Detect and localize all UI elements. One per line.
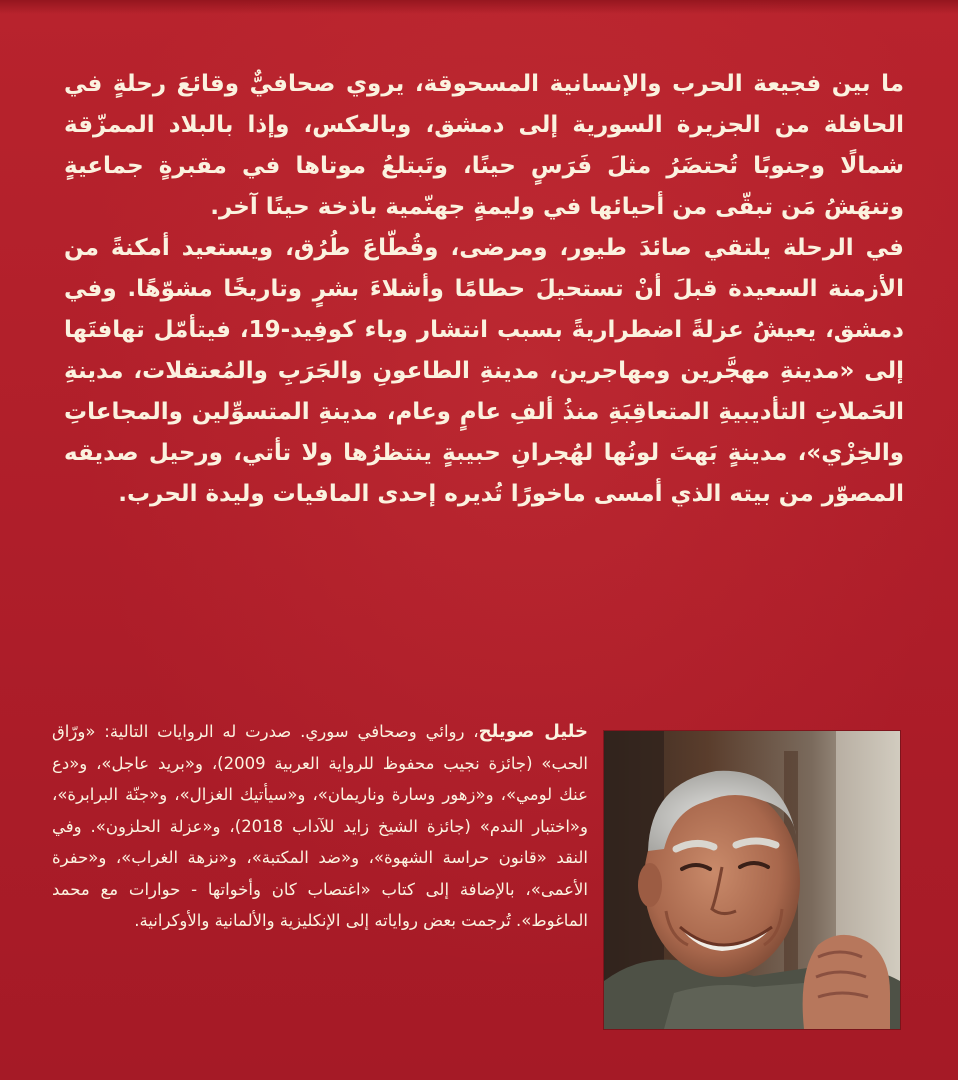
cover-top-shadow: [0, 0, 958, 14]
author-photo: [604, 731, 900, 1029]
synopsis-paragraph-2: في الرحلة يلتقي صائدَ طيور، ومرضى، وقُطّاعَ طُرُق، ويستعيد أمكنةً من الأزمنة السعيدة قبلَ أنْ تستحيلَ حطامًا وأشلاءَ بشرٍ وتاريخًا مشوّهًا. وفي دمشق، يعيشُ عزلةً اضطراريةً بسبب انتشار وباء كوفِيد-19، فيتأمّل تهافتَها إلى «مدينةِ مهجَّرين ومهاجرين، مدينةِ الطاعونِ والجَرَبِ والمُعتقلات، مدينةِ الحَملاتِ التأديبيةِ المتعاقِبَةِ منذُ ألفِ عامٍ وعام، مدينةِ المتسوِّلين والمجاعاتِ والخِزْي»، مدينةٍ بَهتَ لونُها لهُجرانِ حبيبةٍ ينتظرُها ولا تأتي، ورحيل صديقه المصوّر من بيته الذي أمسى ماخورًا تُديره إحدى المافيات وليدة الحرب.: [64, 235, 904, 507]
author-name: خليل صويلح: [478, 721, 588, 742]
author-bio: [52, 716, 588, 937]
synopsis-paragraph-1: ما بين فجيعة الحرب والإنسانية المسحوقة، يروي صحافيٌّ وقائعَ رحلةٍ في الحافلة من الجزيرة السورية إلى دمشق، وبالعكس، وإذا بالبلاد الممزّقة شمالًا وجنوبًا تُحتضَرُ مثلَ فَرَسٍ حينًا، وتَبتلعُ موتاها في مقبرةٍ جماعيةٍ وتنهَشُ مَن تبقّى من أحيائها في وليمةٍ جهنّمية باذخة حينًا آخر.: [64, 71, 904, 220]
author-bio-text: ، روائي وصحافي سوري. صدرت له الروايات التالية: «ورّاق الحب» (جائزة نجيب محفوظ للرواية العربية 2009)، و«بريد عاجل»، و«دع عنك لومي»، و«زهور وسارة وناريمان»، و«سيأتيك الغزال»، و«جنّة البرابرة»، و«اختبار الندم» (جائزة الشيخ زايد للآداب 2018)، و«عزلة الحلزون». وفي النقد «قانون حراسة الشهوة»، و«ضد المكتبة»، و«نزهة الغراب»، و«حفرة الأعمى»، بالإضافة إلى كتاب «اغتصاب كان وأخواتها - حوارات مع محمد الماغوط». تُرجمت بعض رواياته إلى الإنكليزية والألمانية والأوكرانية.: [52, 722, 588, 930]
synopsis-blurb: [64, 64, 904, 515]
author-portrait-icon: [604, 731, 900, 1029]
